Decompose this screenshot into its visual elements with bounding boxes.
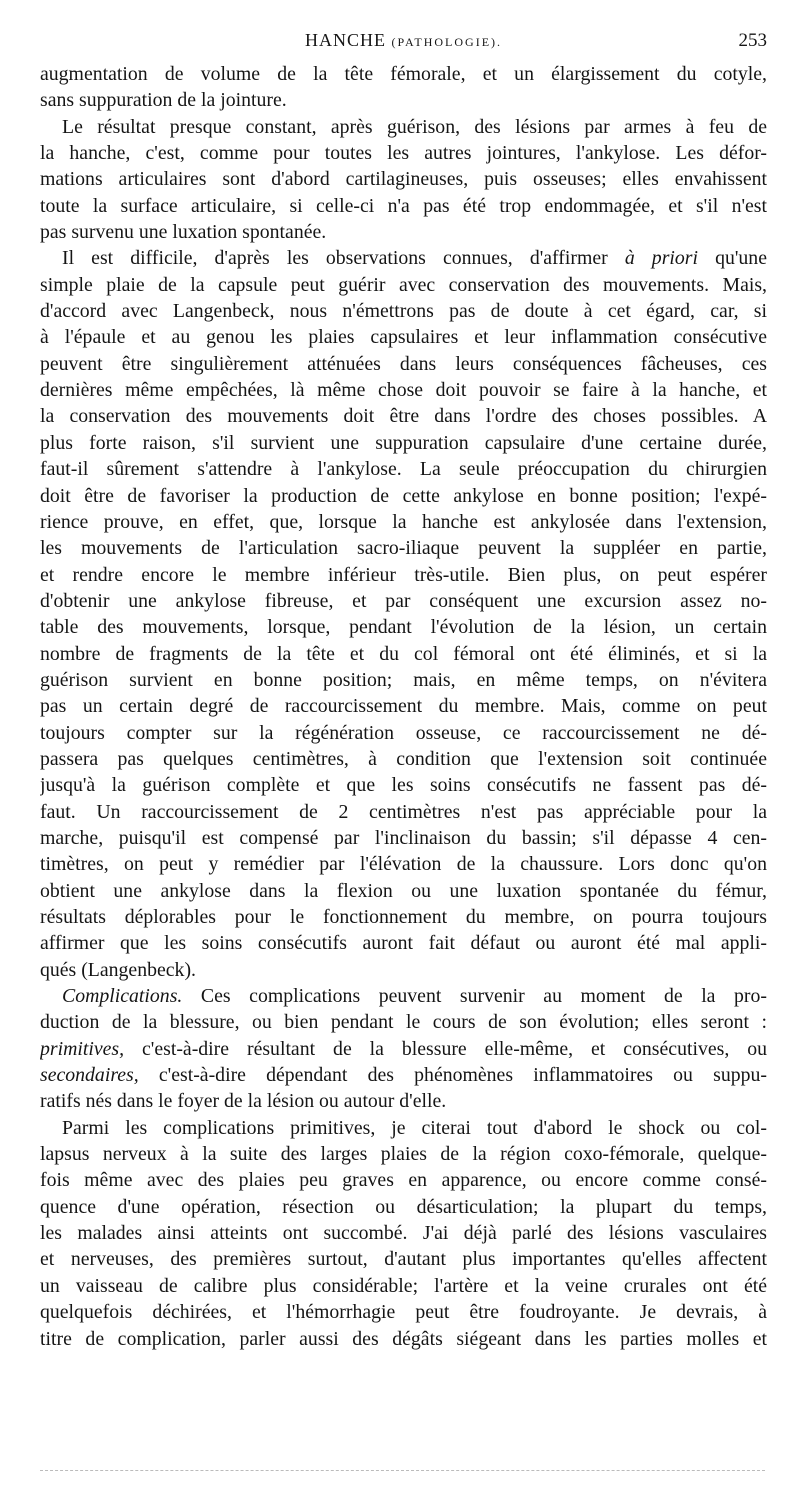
line-text-tail: qu'une: [697, 247, 767, 270]
text-line: faut. Un raccourcissement de 2 centimètres n'est pas appréciable pour la: [40, 800, 767, 823]
text-line: lapsus nerveux à la suite des larges plaies de la région coxo-fémorale, quelque-: [40, 1143, 767, 1166]
text-line: la conservation des mouvements doit être dans l'ordre des choses possibles. A: [40, 405, 767, 428]
text-line: augmentation de volume de la tête fémorale, et un élargissement du cotyle,: [40, 63, 767, 85]
text-line: à l'épaule et au genou les plaies capsulaires et leur inflammation consécutive: [40, 326, 767, 349]
text-line: fois même avec des plaies peu graves en apparence, ou encore comme consé-: [40, 1169, 767, 1192]
body-text: [40, 61, 767, 1352]
header-subtitle: (PATHOLOGIE).: [391, 35, 503, 49]
text-line: d'obtenir une ankylose fibreuse, et par conséquent une excursion assez no-: [40, 589, 767, 612]
text-line: [40, 983, 767, 1009]
running-title: [40, 30, 767, 51]
text-line: et nerveuses, des premières surtout, d'autant plus importantes qu'elles affectent: [40, 1248, 767, 1271]
bottom-scan-artifact: [40, 1470, 765, 1471]
text-line: [40, 245, 767, 271]
text-line: obtient une ankylose dans la flexion ou une luxation spontanée du fémur,: [40, 879, 767, 902]
text-line: sans suppuration de la jointure.: [40, 89, 287, 112]
line-text: c'est-à-dire résultant de la blessure elle-même, et consécutives, ou: [142, 1037, 767, 1060]
text-line: et rendre encore le membre inférieur très-utile. Bien plus, on peut espérer: [40, 563, 767, 586]
italic-primitives: primitives,: [40, 1037, 125, 1060]
text-line: quence d'une opération, résection ou désarticulation; la plupart du temps,: [40, 1195, 767, 1218]
line-text: c'est-à-dire dépendant des phénomènes inflammatoires ou suppu-: [158, 1064, 767, 1087]
text-line: jusqu'à la guérison complète et que les soins consécutifs ne fassent pas dé-: [40, 774, 767, 797]
text-line: titre de complication, parler aussi des dégâts siégeant dans les parties molles et: [40, 1327, 767, 1350]
text-line: timètres, on peut y remédier par l'élévation de la chaussure. Lors donc qu'on: [40, 853, 767, 876]
text-line: mations articulaires sont d'abord cartilagineuses, puis osseuses; elles envahissent: [40, 168, 767, 191]
line-text: Il est difficile, d'après les observations connues, d'affirmer: [62, 247, 608, 270]
running-header: [40, 30, 767, 56]
text-line: table des mouvements, lorsque, pendant l'évolution de la lésion, un certain: [40, 616, 767, 639]
text-line: quelquefois déchirées, et l'hémorrhagie peut être foudroyante. Je devrais, à: [40, 1301, 767, 1324]
text-line: ratifs nés dans le foyer de la lésion ou autour d'elle.: [40, 1090, 447, 1113]
text-line: toute la surface articulaire, si celle-ci n'a pas été trop endommagée, et s'il n'est: [40, 194, 767, 217]
text-line: doit être de favoriser la production de cette ankylose en bonne position; l'expé-: [40, 484, 767, 507]
italic-a-priori: à priori: [624, 247, 698, 270]
text-line: simple plaie de la capsule peut guérir avec conservation des mouvements. Mais,: [40, 273, 767, 296]
text-line: un vaisseau de calibre plus considérable; l'artère et la veine crurales ont été: [40, 1274, 767, 1297]
text-line: plus forte raison, s'il survient une suppuration capsulaire d'une certaine durée,: [40, 431, 767, 454]
text-line: les malades ainsi atteints ont succombé. J'ai déjà parlé des lésions vasculaires: [40, 1222, 767, 1245]
text-line: affirmer que les soins consécutifs auront fait défaut ou auront été mal appli-: [40, 932, 767, 955]
text-line: peuvent être singulièrement atténuées dans leurs conséquences fâcheuses, ces: [40, 352, 767, 375]
text-line: pas un certain degré de raccourcissement du membre. Mais, comme on peut: [40, 695, 767, 718]
text-line: toujours compter sur la régénération osseuse, ce raccourcissement ne dé-: [40, 721, 767, 744]
text-line: qués (Langenbeck).: [40, 958, 196, 981]
text-line: nombre de fragments de la tête et du col fémoral ont été éliminés, et si la: [40, 642, 767, 665]
line-text: Ces complications peuvent survenir au moment de la pro-: [200, 985, 767, 1008]
text-line: Le résultat presque constant, après guérison, des lésions par armes à feu de: [62, 115, 767, 138]
text-line: pas survenu une luxation spontanée.: [40, 221, 327, 244]
header-title: HANCHE: [304, 30, 386, 50]
text-line: [40, 1036, 767, 1062]
italic-secondaires: secondaires,: [40, 1064, 139, 1087]
text-line: Parmi les complications primitives, je citerai tout d'abord le shock ou col-: [62, 1116, 767, 1139]
text-line: guérison survient en bonne position; mais, en même temps, on n'évitera: [40, 668, 767, 691]
italic-complications: Complications.: [62, 985, 183, 1008]
text-line: la hanche, c'est, comme pour toutes les autres jointures, l'ankylose. Les défor-: [40, 142, 767, 165]
text-line: les mouvements de l'articulation sacro-iliaque peuvent la suppléer en partie,: [40, 537, 767, 560]
text-line: duction de la blessure, ou bien pendant le cours de son évolution; elles seront :: [40, 1011, 767, 1034]
text-line: faut-il sûrement s'attendre à l'ankylose. La seule préoccupation du chirurgien: [40, 458, 767, 481]
text-line: passera pas quelques centimètres, à condition que l'extension soit continuée: [40, 747, 767, 770]
text-line: dernières même empêchées, là même chose doit pouvoir se faire à la hanche, et: [40, 379, 767, 402]
text-line: [40, 1062, 767, 1088]
text-line: rience prouve, en effet, que, lorsque la hanche est ankylosée dans l'extension,: [40, 510, 767, 533]
page-number: 253: [738, 30, 767, 51]
text-line: d'accord avec Langenbeck, nous n'émettrons pas de doute à cet égard, car, si: [40, 300, 767, 323]
text-line: résultats déplorables pour le fonctionnement du membre, on pourra toujours: [40, 906, 767, 928]
text-line: marche, puisqu'il est compensé par l'inclinaison du bassin; s'il dépasse 4 cen-: [40, 826, 767, 849]
